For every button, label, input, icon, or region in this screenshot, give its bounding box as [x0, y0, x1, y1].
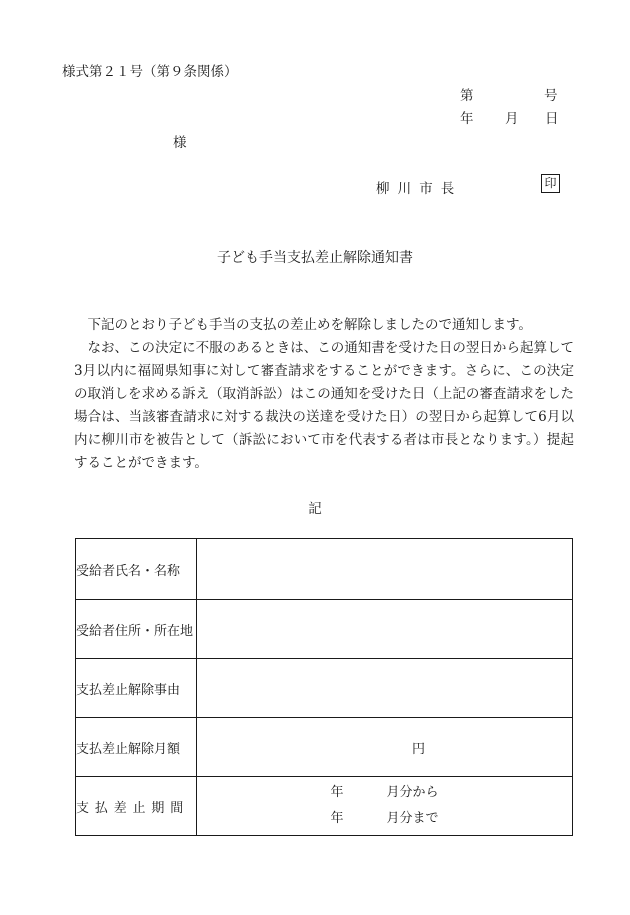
table-row — [76, 718, 573, 777]
recipient-name-label: 受給者氏名・名称 — [76, 539, 197, 600]
amount-unit: 円 — [411, 741, 425, 757]
issuer-name: 柳川市長 — [376, 181, 463, 197]
release-amount-field — [197, 718, 573, 777]
period-from-line — [197, 780, 572, 806]
table-row — [76, 659, 573, 718]
recipient-address-label: 受給者住所・所在地 — [76, 600, 197, 659]
table-row — [76, 600, 573, 659]
recipient-name-field — [197, 539, 573, 600]
notice-details-table — [75, 538, 573, 836]
table-row — [76, 539, 573, 600]
release-reason-field — [197, 659, 573, 718]
release-reason-label: 支払差止解除事由 — [76, 659, 197, 718]
form-number: 様式第２１号（第９条関係） — [62, 64, 238, 80]
document-title: 子ども手当支払差止解除通知書 — [217, 250, 413, 266]
period-to-year: 年 — [330, 811, 344, 826]
period-to-text: 月分まで — [386, 811, 439, 826]
notice-body — [74, 314, 574, 475]
body-paragraph-1: 下記のとおり子ども手当の支払の差止めを解除しましたので通知します。 — [87, 317, 532, 333]
date-day-label: 日 — [545, 111, 559, 127]
recipient-address-field — [197, 600, 573, 659]
release-amount-label: 支払差止解除月額 — [76, 718, 197, 777]
period-from-year: 年 — [330, 785, 344, 800]
date-year-label: 年 — [460, 111, 474, 127]
suspension-period-field — [197, 777, 573, 836]
date-month-label: 月 — [505, 111, 519, 127]
period-to-line — [197, 806, 572, 832]
ki-heading: 記 — [308, 501, 322, 517]
period-from-text: 月分から — [386, 785, 439, 800]
table-row — [76, 777, 573, 836]
body-paragraph-2: なお、この決定に不服のあるときは、この通知書を受けた日の翌日から起算して3月以内に福岡県知事に対して審査請求をすることができます。さらに、この決定の取消しを求める訴え（取消訴訟）はこの通知を受けた日（上記の審査請求をした場合は、当該審査請求に対する裁決の送達を受けた日）の翌日から起算して6月以内に柳川市を被告として（訴訟において市を代表する者は市長となります。）提起することができます。 — [74, 340, 574, 471]
document-number-suffix: 号 — [544, 88, 558, 104]
addressee-suffix: 様 — [173, 135, 187, 151]
seal-mark: 印 — [541, 174, 560, 193]
document-number-label: 第 — [460, 88, 474, 104]
suspension-period-label: 支払差止期間 — [76, 777, 197, 836]
